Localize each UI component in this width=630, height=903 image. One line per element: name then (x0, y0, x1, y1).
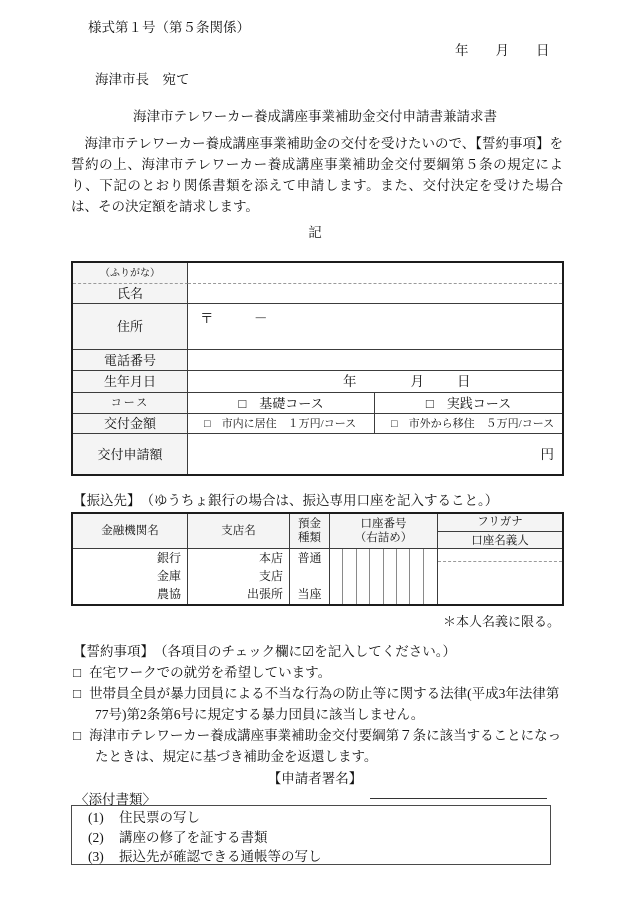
pledge-text-2: 世帯員全員が暴力団員による不当な行為の防止等に関する法律(平成3年法律第77号)第2条第6号に規定する暴力団員に該当しません。 (89, 686, 560, 722)
attachment-text: 講座の修了を証する書類 (119, 829, 268, 845)
date-line: 年 月 日 (455, 43, 550, 58)
branch-option-suboffice: 出張所 (246, 587, 283, 601)
account-number-cells (330, 549, 438, 604)
address-input-cell[interactable] (188, 304, 562, 350)
birth-month-label: 月 (410, 374, 424, 389)
institution-option-shinkin: 金庫 (156, 569, 181, 583)
pledge-heading: 【誓約事項】 （各項目のチェック欄に☑を記入してください。） (73, 644, 456, 659)
attachments-heading: 〈添付書類〉 (75, 792, 156, 807)
pledge-checkbox-3[interactable]: □ (73, 728, 82, 743)
deposit-option-current: 当座 (297, 587, 322, 601)
course-basic-checkbox[interactable]: □ 基礎コース (188, 393, 375, 414)
holder-note: ＊本人名義に限る。 (442, 614, 560, 629)
account-header-line2: （右詰め） (354, 532, 413, 544)
yen-unit-label: 円 (540, 446, 554, 462)
phone-input-cell[interactable] (188, 350, 562, 371)
pledge-text-3: 海津市テレワーカー養成講座事業補助金交付要綱第７条に該当することになったときは、規定に基づき補助金を返還します。 (89, 728, 562, 764)
request-amount-input-cell[interactable] (188, 434, 562, 474)
holder-header: 口座名義人 (471, 534, 529, 547)
attachment-number: (2) (88, 829, 104, 845)
deposit-header-line2: 種類 (298, 532, 321, 544)
attachment-text: 振込先が確認できる通帳等の写し (119, 849, 322, 864)
account-digit-cell[interactable] (424, 549, 437, 604)
branch-option-head: 本店 (258, 551, 283, 565)
addressee: 海津市長 宛て (95, 72, 190, 87)
kana-header: フリガナ (438, 513, 562, 532)
kana-holder-header (438, 514, 562, 549)
pledge-item (73, 662, 562, 683)
pledge-item (73, 683, 562, 725)
account-digit-cell[interactable] (357, 549, 370, 604)
branch-header: 支店名 (188, 514, 290, 549)
pledge-checkbox-1[interactable]: □ (73, 665, 82, 680)
branch-option-branch: 支店 (258, 569, 283, 583)
birth-day-label: 日 (457, 374, 471, 389)
name-input-cell[interactable] (188, 284, 562, 304)
amount-move-checkbox[interactable]: □ 市外から移住 ５万円/コース (391, 418, 555, 430)
account-digit-cell[interactable] (370, 549, 383, 604)
course-label: コース (73, 393, 188, 414)
course-options-row (188, 393, 562, 414)
birth-year-label: 年 (343, 374, 357, 389)
course-practice-checkbox[interactable]: □ 実践コース (425, 396, 512, 411)
pledge-item (73, 725, 562, 767)
form-number: 様式第１号（第５条関係） (88, 20, 250, 35)
postal-mark: 〒 － (200, 311, 268, 326)
attachment-item (88, 828, 550, 848)
body-paragraph: 海津市テレワーカー養成講座事業補助金の交付を受けたいので、【誓約事項】を誓約の上、海津市テレワーカー養成講座事業補助金交付要綱第５条の規定により、下記のとおり関係書類を添えて申請します。また、交付決定を受けた場合は、その決定額を請求します。 (71, 136, 563, 214)
amount-options-row (188, 414, 562, 434)
birth-label: 生年月日 (73, 371, 188, 393)
attachment-item (88, 808, 550, 828)
attachments-box (71, 805, 551, 865)
attachment-number: (1) (88, 810, 104, 825)
account-number-header (330, 514, 438, 549)
ki-label: 記 (308, 225, 322, 240)
attachment-text: 住民票の写し (119, 810, 200, 825)
account-header-line1: 口座番号 (360, 518, 407, 530)
institution-option-ja: 農協 (156, 587, 181, 601)
account-digit-cell[interactable] (343, 549, 356, 604)
institution-header: 金融機関名 (73, 514, 188, 549)
deposit-header-line1: 預金 (298, 518, 321, 530)
bank-table (71, 512, 564, 606)
furigana-input-cell[interactable] (188, 263, 562, 284)
attachment-item (88, 847, 550, 867)
account-digit-cell[interactable] (384, 549, 397, 604)
kana-holder-input-cell (438, 549, 562, 604)
holder-input-area[interactable] (438, 562, 562, 604)
attachment-number: (3) (88, 849, 104, 864)
amount-label: 交付金額 (73, 414, 188, 434)
account-digit-cell[interactable] (397, 549, 410, 604)
deposit-type-input-cell[interactable] (290, 549, 330, 604)
signature-line[interactable] (370, 798, 547, 799)
form-title: 海津市テレワーカー養成講座事業補助金交付申請書兼請求書 (133, 109, 497, 124)
deposit-option-ordinary: 普通 (297, 551, 322, 565)
deposit-type-header (290, 514, 330, 549)
institution-option-bank: 銀行 (156, 551, 181, 565)
pledge-text-1: 在宅ワークでの就労を希望しています。 (89, 665, 332, 680)
birth-input-cell[interactable] (188, 371, 562, 393)
applicant-table (71, 261, 564, 476)
pledge-checkbox-2[interactable]: □ (73, 686, 82, 701)
furigana-label: （ふりがな） (73, 263, 188, 284)
account-digit-cell[interactable] (410, 549, 423, 604)
name-label: 氏名 (73, 284, 188, 304)
institution-input-cell[interactable] (73, 549, 188, 604)
account-digit-cell[interactable] (330, 549, 343, 604)
branch-input-cell[interactable] (188, 549, 290, 604)
transfer-heading: 【振込先】 （ゆうちょ銀行の場合は、振込専用口座を記入すること。） (73, 493, 499, 508)
request-amount-label: 交付申請額 (73, 434, 188, 474)
signature-heading: 【申請者署名】 (267, 771, 363, 786)
address-label: 住所 (73, 304, 188, 350)
pledge-items (73, 662, 562, 767)
amount-city-checkbox[interactable]: □ 市内に居住 １万円/コース (188, 414, 375, 435)
phone-label: 電話番号 (73, 350, 188, 371)
kana-input-strip[interactable] (438, 549, 562, 562)
